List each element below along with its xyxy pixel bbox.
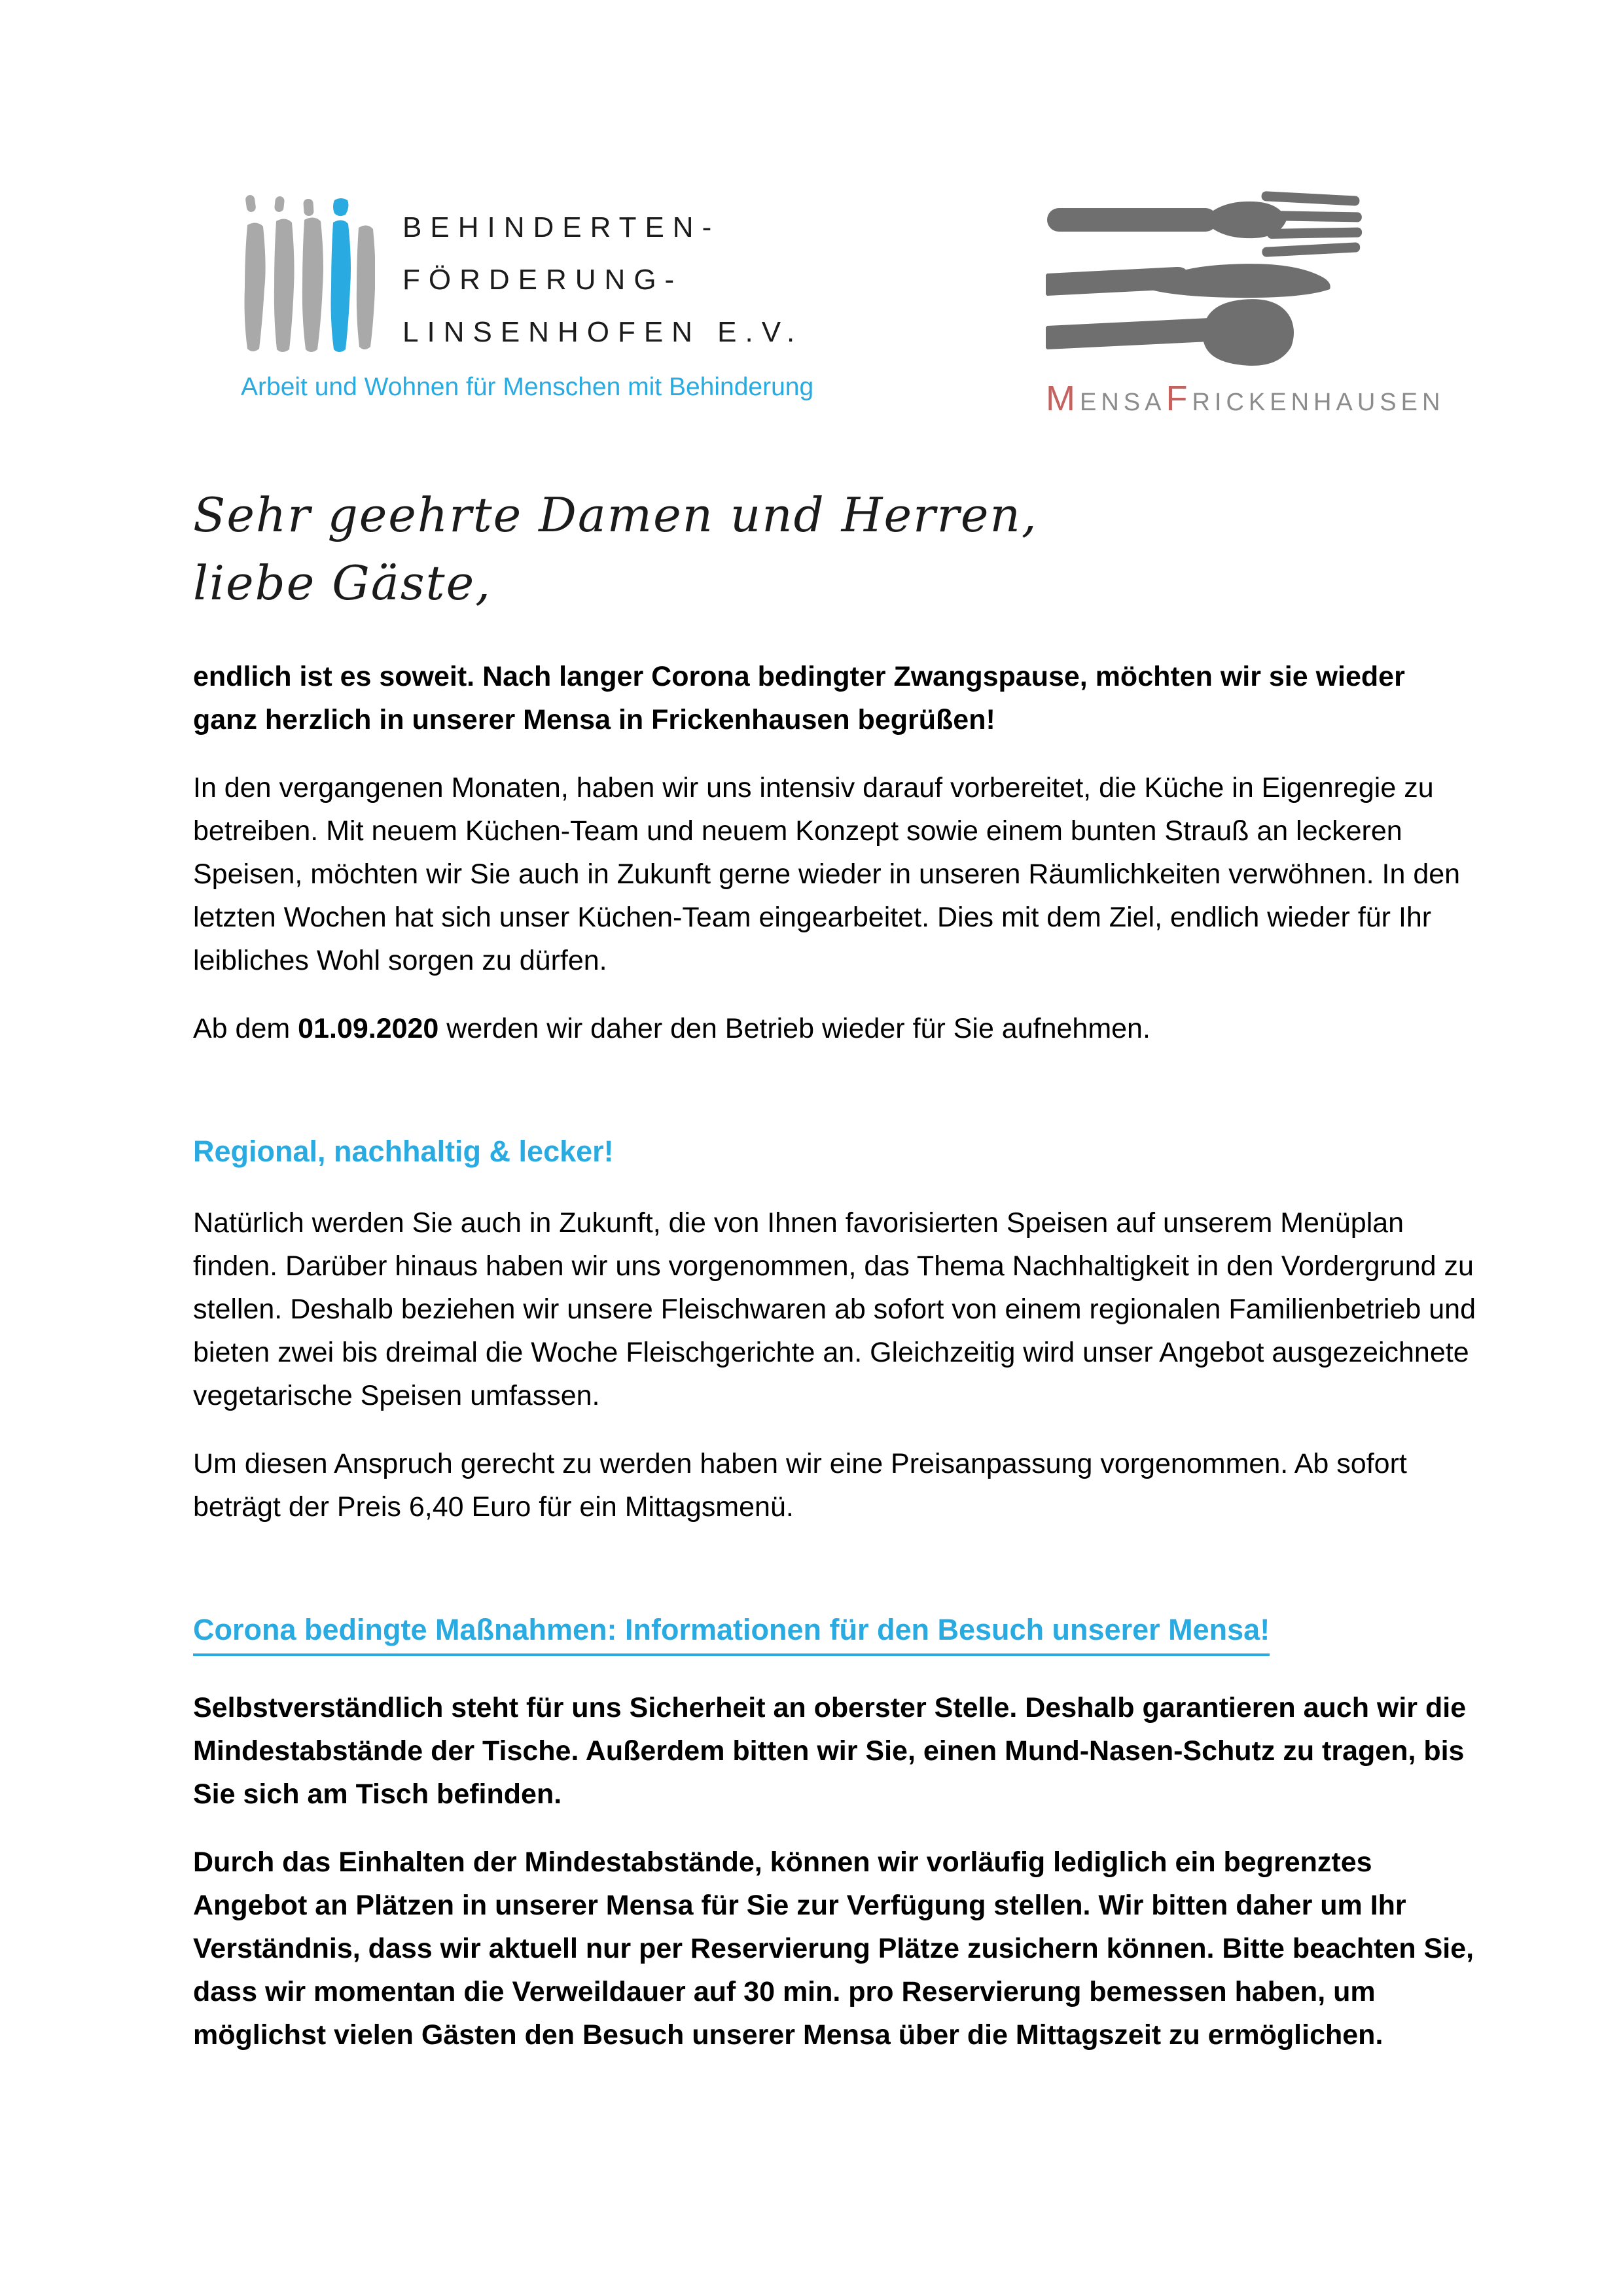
opening-date: 01.09.2020 xyxy=(298,1013,439,1044)
org-logo xyxy=(241,195,813,402)
spoon-icon xyxy=(1046,299,1294,366)
knife-icon xyxy=(1046,264,1330,298)
letter-body xyxy=(193,481,1476,2057)
brand-rest-rickenhausen: RICKENHAUSEN xyxy=(1192,389,1445,416)
salutation-line1: Sehr geehrte Damen und Herren, xyxy=(193,487,1038,542)
org-name-line2: FÖRDERUNG- xyxy=(402,264,683,296)
org-tagline: Arbeit und Wohnen für Menschen mit Behinderung xyxy=(241,373,814,401)
heading-regional: Regional, nachhaltig & lecker! xyxy=(193,1135,614,1168)
org-name xyxy=(402,202,803,359)
heading-corona-text: Corona bedingte Maßnahmen: Informationen für den Besuch unserer Mensa! xyxy=(193,1610,1270,1656)
people-figures-icon xyxy=(241,195,375,359)
mensa-brand-text xyxy=(1046,378,1445,419)
org-name-line1: BEHINDERTEN- xyxy=(402,211,721,243)
salutation-line2: liebe Gäste, xyxy=(193,556,492,610)
mensa-logo xyxy=(1046,190,1445,419)
paragraph-safety: Selbstverständlich steht für uns Sicherheit an oberster Stelle. Deshalb garantieren auch wir die Mindestabstände der Tische. Außerdem bitten wir Sie, einen Mund-Nasen-Schutz zu tragen, bis Sie sich am Tisch befinden. xyxy=(193,1692,1467,1810)
paragraph-intro: endlich ist es soweit. Nach langer Corona bedingter Zwangspause, möchten wir sie wieder ganz herzlich in unserer Mensa in Frickenhausen begrüßen! xyxy=(193,661,1405,735)
opening-date-prefix: Ab dem xyxy=(193,1013,298,1044)
paragraph-opening-date xyxy=(193,1007,1476,1050)
paragraph-price: Um diesen Anspruch gerecht zu werden haben wir eine Preisanpassung vorgenommen. Ab sofort beträgt der Preis 6,40 Euro für ein Mittagsmenü. xyxy=(193,1448,1407,1523)
org-name-line3: LINSENHOFEN E.V. xyxy=(402,316,804,348)
fork-icon xyxy=(1047,191,1362,257)
salutation xyxy=(193,481,1476,617)
cutlery-icon xyxy=(1046,190,1363,366)
heading-corona xyxy=(193,1610,1476,1656)
brand-initial-f: F xyxy=(1166,379,1192,418)
paragraph-reservation: Durch das Einhalten der Mindestabstände, können wir vorläufig lediglich ein begrenztes Angebot an Plätzen in unserer Mensa für Sie zur Verfügung stellen. Wir bitten daher um Ihr Verständnis, dass wir aktuell nur per Reservierung Plätze zusichern können. Bitte beachten Sie, dass wir momentan die Verweildauer auf 30 min. pro Reservierung bemessen haben, um möglichst vielen Gästen den Besuch unserer Mensa über die Mittagszeit zu ermöglichen. xyxy=(193,1846,1474,2051)
brand-rest-ensa: ENSA xyxy=(1079,389,1166,416)
brand-initial-m: M xyxy=(1046,379,1080,418)
paragraph-preparation: In den vergangenen Monaten, haben wir uns intensiv darauf vorbereitet, die Küche in Eigenregie zu betreiben. Mit neuem Küchen-Team und neuem Konzept sowie einem bunten Strauß an leckeren Speisen, möchten wir Sie auch in Zukunft gerne wieder in unseren Räumlichkeiten verwöhnen. In den letzten Wochen hat sich unser Küchen-Team eingearbeitet. Dies mit dem Ziel, endlich wieder für Ihr leibliches Wohl sorgen zu dürfen. xyxy=(193,772,1461,976)
opening-date-suffix: werden wir daher den Betrieb wieder für Sie aufnehmen. xyxy=(438,1013,1150,1044)
paragraph-menu: Natürlich werden Sie auch in Zukunft, die von Ihnen favorisierten Speisen auf unserem Menüplan finden. Darüber hinaus haben wir uns vorgenommen, das Thema Nachhaltigkeit in den Vordergrund zu stellen. Deshalb beziehen wir unsere Fleischwaren ab sofort von einem regionalen Familienbetrieb und bieten zwei bis dreimal die Woche Fleischgerichte an. Gleichzeitig wird unser Angebot ausgezeichnete vegetarische Speisen umfassen. xyxy=(193,1207,1476,1411)
